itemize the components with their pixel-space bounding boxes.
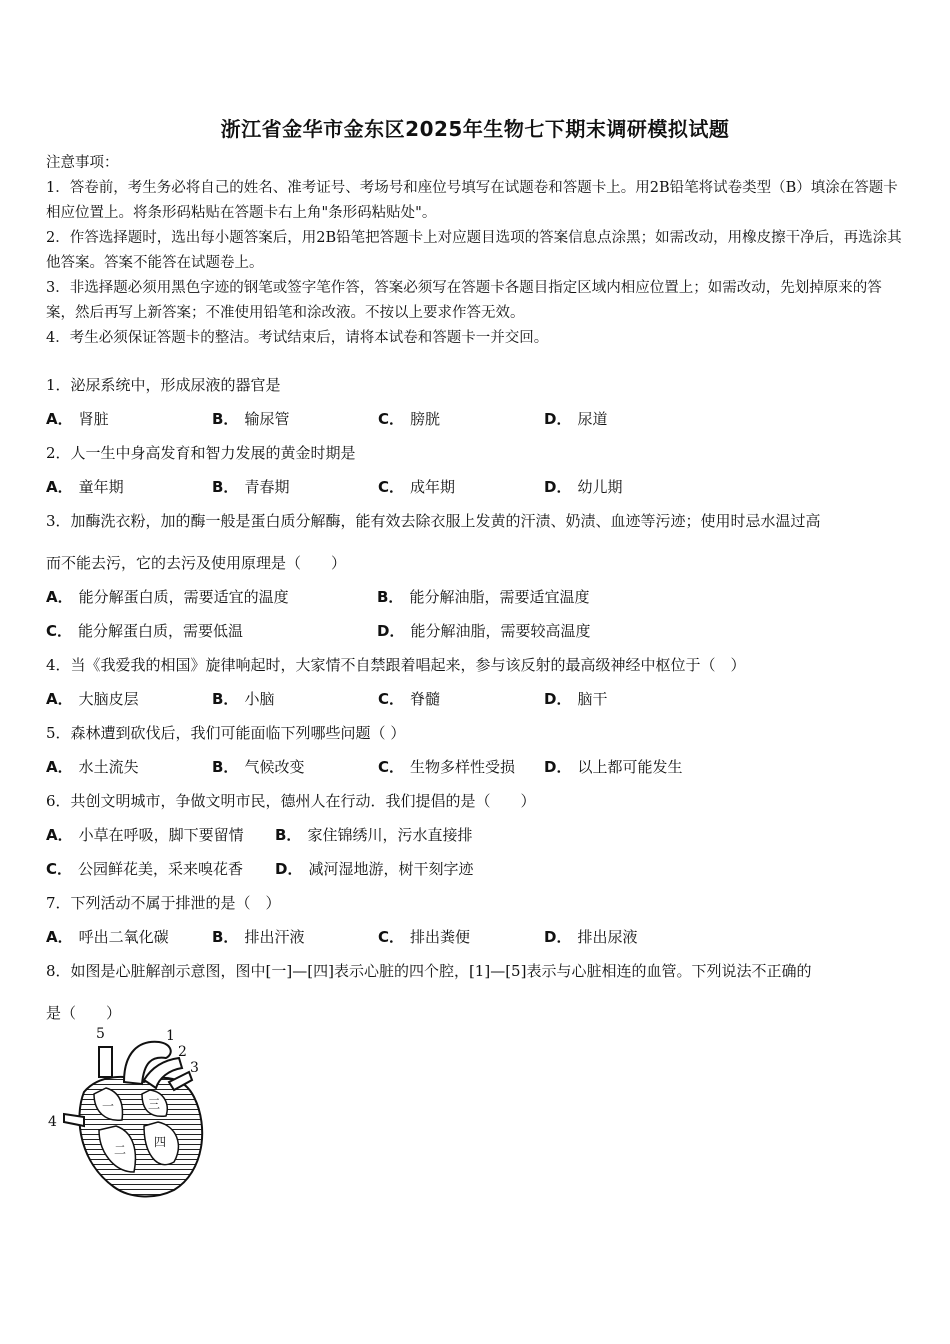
- notice-item: 4．考生必须保证答题卡的整洁。考试结束后，请将本试卷和答题卡一并交回。: [46, 330, 549, 346]
- option-c[interactable]: C． 排出粪便: [378, 928, 471, 946]
- option-c[interactable]: C． 成年期: [378, 478, 456, 496]
- options-q6-row1: [46, 824, 908, 858]
- option-b[interactable]: B． 能分解油脂，需要适宜温度: [377, 588, 590, 606]
- label-1: 1: [166, 1028, 175, 1044]
- chamber-label-2: 二: [114, 1143, 127, 1157]
- notice-item: 3．非选择题必须用黑色字迹的钢笔或签字笔作答，答案必须写在答题卡各题目指定区域内相应位置上；如需改动，先划掉原来的答案，然后再写上新答案；不准使用铅笔和涂改液。不按以上要求作答无效。: [46, 280, 882, 321]
- option-d[interactable]: D． 减河湿地游，树干刻字迹: [275, 860, 474, 878]
- vessel-5: [99, 1047, 112, 1077]
- question-stem-cont: 是（ ）: [46, 1004, 122, 1022]
- option-d[interactable]: D． 尿道: [544, 410, 608, 428]
- option-d[interactable]: D． 排出尿液: [544, 928, 638, 946]
- option-d[interactable]: D． 能分解油脂，需要较高温度: [377, 622, 591, 640]
- question-6: [46, 790, 908, 824]
- chamber-label-3: 三: [148, 1097, 161, 1111]
- question-5: [46, 722, 908, 756]
- option-c[interactable]: C． 脊髓: [378, 690, 441, 708]
- options-q4: [46, 688, 908, 722]
- question-stem: 3．加酶洗衣粉，加的酶一般是蛋白质分解酶，能有效去除衣服上发黄的汗渍、奶渍、血迹等污迹；使用时忌水温过高: [46, 512, 821, 530]
- chamber-label-4: 四: [154, 1135, 167, 1149]
- option-b[interactable]: B． 气候改变: [212, 758, 305, 776]
- options-q6-row2: [46, 858, 908, 892]
- question-stem: 7．下列活动不属于排泄的是（ ）: [46, 894, 281, 912]
- question-3: [46, 510, 908, 552]
- question-2: [46, 442, 908, 476]
- option-c[interactable]: C． 公园鲜花美，采来嗅花香: [46, 860, 244, 878]
- notice-section: [46, 151, 906, 351]
- option-b[interactable]: B． 输尿管: [212, 410, 290, 428]
- chamber-label-1: 一: [102, 1099, 115, 1113]
- question-stem: 6．共创文明城市，争做文明市民，德州人在行动．我们提倡的是（ ）: [46, 792, 536, 810]
- option-a[interactable]: A． 肾脏: [46, 410, 109, 428]
- option-a[interactable]: A． 能分解蛋白质，需要适宜的温度: [46, 588, 289, 606]
- label-5: 5: [96, 1026, 105, 1042]
- options-q3-row1: [46, 586, 908, 620]
- notice-heading: 注意事项：: [46, 155, 119, 171]
- options-q2: [46, 476, 908, 510]
- options-q5: [46, 756, 908, 790]
- option-a[interactable]: A． 童年期: [46, 478, 124, 496]
- label-3: 3: [190, 1060, 199, 1076]
- question-stem: 4．当《我爱我的相国》旋律响起时，大家情不自禁跟着唱起来，参与该反射的最高级神经中枢位于（ ）: [46, 656, 746, 674]
- options-q1: [46, 408, 908, 442]
- question-8: [46, 960, 908, 1002]
- question-3-cont: [46, 552, 908, 586]
- vessel-4: [64, 1114, 84, 1126]
- notice-item: 2．作答选择题时，选出每小题答案后，用2B铅笔把答题卡上对应题目选项的答案信息点涂黑；如需改动，用橡皮擦干净后，再选涂其他答案。答案不能答在试题卷上。: [46, 230, 902, 271]
- option-a[interactable]: A． 呼出二氧化碳: [46, 928, 169, 946]
- option-d[interactable]: D． 脑干: [544, 690, 608, 708]
- option-b[interactable]: B． 排出汗液: [212, 928, 305, 946]
- options-q3-row2: [46, 620, 908, 654]
- option-b[interactable]: B． 小脑: [212, 690, 275, 708]
- option-a[interactable]: A． 水土流失: [46, 758, 139, 776]
- heart-diagram: [44, 1022, 214, 1202]
- page-title: 浙江省金华市金东区2025年生物七下期末调研模拟试题: [220, 117, 730, 141]
- question-7: [46, 892, 908, 926]
- question-1: [46, 374, 908, 408]
- question-stem: 8．如图是心脏解剖示意图，图中[一]—[四]表示心脏的四个腔，[1]—[5]表示与心脏相连的血管。下列说法不正确的: [46, 962, 812, 980]
- label-2: 2: [178, 1044, 187, 1060]
- heart-diagram-svg: [44, 1022, 214, 1202]
- options-q7: [46, 926, 908, 960]
- option-a[interactable]: A． 大脑皮层: [46, 690, 139, 708]
- question-stem-cont: 而不能去污，它的去污及使用原理是（ ）: [46, 554, 347, 572]
- option-b[interactable]: B． 青春期: [212, 478, 290, 496]
- question-4: [46, 654, 908, 688]
- option-b[interactable]: B． 家住锦绣川，污水直接排: [275, 826, 473, 844]
- question-list: [46, 374, 908, 1036]
- option-d[interactable]: D． 幼儿期: [544, 478, 623, 496]
- option-c[interactable]: C． 生物多样性受损: [378, 758, 516, 776]
- option-c[interactable]: C． 膀胱: [378, 410, 441, 428]
- question-stem: 2．人一生中身高发育和智力发展的黄金时期是: [46, 444, 356, 462]
- option-c[interactable]: C． 能分解蛋白质，需要低温: [46, 622, 244, 640]
- question-stem: 5．森林遭到砍伐后，我们可能面临下列哪些问题（ ）: [46, 724, 406, 742]
- label-4: 4: [48, 1114, 57, 1130]
- question-stem: 1．泌尿系统中，形成尿液的器官是: [46, 376, 281, 394]
- option-a[interactable]: A． 小草在呼吸，脚下要留情: [46, 826, 244, 844]
- notice-item: 1．答卷前，考生务必将自己的姓名、准考证号、考场号和座位号填写在试题卷和答题卡上。用2B铅笔将试卷类型（B）填涂在答题卡相应位置上。将条形码粘贴在答题卡右上角"条形码粘贴处"。: [46, 180, 898, 221]
- option-d[interactable]: D． 以上都可能发生: [544, 758, 683, 776]
